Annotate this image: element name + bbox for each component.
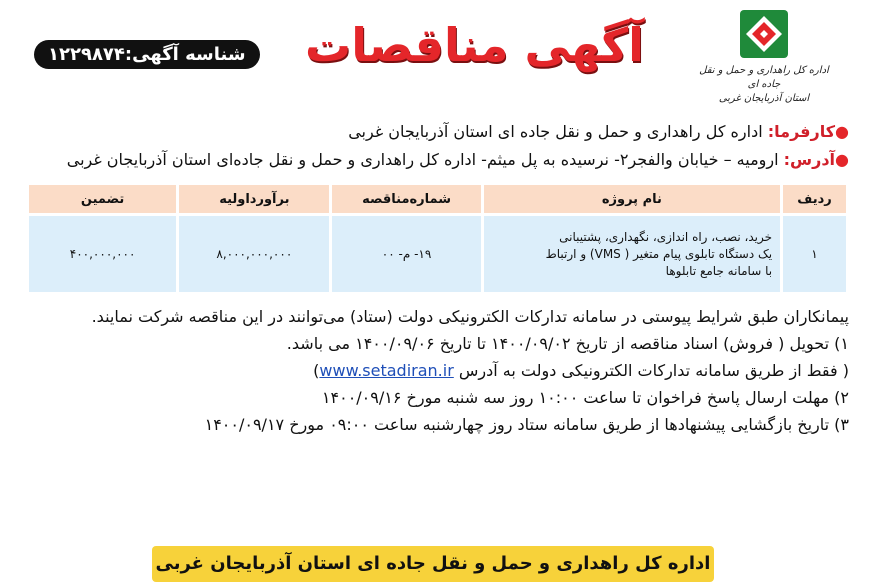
item-3: ۳) تاریخ بازگشایی پیشنهادها از طریق سامانه ستاد روز چهارشنبه ساعت ۰۹:۰۰ مورخ ۱۴۰۰/۰۹/۱۷ <box>204 415 849 434</box>
project-line2: یک دستگاه تابلوی پیام متغیر ( VMS) و ارتباط <box>545 246 773 261</box>
cell-tender-no: ۱۹- م- ۰۰ <box>332 216 480 292</box>
tender-table <box>26 182 849 295</box>
ad-id-badge <box>34 40 260 69</box>
col-header-guarantee: تضمین <box>29 185 176 213</box>
header <box>20 0 849 118</box>
ad-id-label: شناسه آگهی: <box>124 44 246 65</box>
table-header-row <box>29 185 846 213</box>
bullet-icon: ● <box>835 150 849 169</box>
employer-line <box>20 118 849 146</box>
setadiran-link[interactable]: www.setadiran.ir <box>319 361 454 380</box>
logo-text-line1: اداره کل راهداری و حمل و نقل جاده ای <box>699 65 829 90</box>
address-label: آدرس: <box>783 150 836 169</box>
project-line3: با سامانه جامع تابلوها <box>665 263 773 278</box>
page-title: آگهی مناقصات <box>305 18 644 72</box>
item-1-note-close: ) <box>313 361 320 380</box>
logo-text-line2: استان آذربایجان غربی <box>718 93 810 104</box>
col-header-tender-no: شماره‌مناقصه <box>332 185 480 213</box>
logo-block <box>689 8 839 106</box>
col-header-estimate: برآورداولیه <box>179 185 329 213</box>
cell-project <box>484 216 780 292</box>
item-1-note-text: ( فقط از طریق سامانه تدارکات الکترونیکی دولت به آدرس <box>458 361 849 380</box>
address-line <box>20 146 849 174</box>
footer-bar: اداره کل راهداری و حمل و نقل جاده ای استان آذربایجان غربی <box>152 546 714 582</box>
intro-paragraph: پیمانکاران طبق شرایط پیوستی در سامانه تدارکات الکترونیکی دولت (ستاد) می‌توانند در این مناقصه شرکت نمایند. <box>91 307 849 326</box>
col-header-project: نام پروژه <box>484 185 780 213</box>
bullet-icon: ● <box>835 122 849 141</box>
ad-id-value: ۱۲۲۹۸۷۴ <box>48 44 125 65</box>
project-line1: خرید، نصب، راه اندازی، نگهداری، پشتیبانی <box>559 229 773 244</box>
item-1: ۱) تحویل ( فروش) اسناد مناقصه از تاریخ ۱۴۰۰/۰۹/۰۲ تا تاریخ ۱۴۰۰/۰۹/۰۶ می باشد. <box>286 334 849 353</box>
employer-value: اداره کل راهداری و حمل و نقل جاده ای استان آذربایجان غربی <box>348 122 763 141</box>
cell-guarantee: ۴۰۰,۰۰۰,۰۰۰ <box>29 216 176 292</box>
employer-label: کارفرما: <box>767 122 836 141</box>
address-value: ارومیه – خیابان والفجر۲- نرسیده به پل میثم- اداره کل راهداری و حمل و نقل جاده‌ای استان آذربایجان غربی <box>66 150 779 169</box>
col-header-row-no: ردیف <box>783 185 846 213</box>
cell-row-no: ۱ <box>783 216 846 292</box>
cell-estimate: ۸,۰۰۰,۰۰۰,۰۰۰ <box>179 216 329 292</box>
road-authority-logo-icon <box>738 8 790 60</box>
table-row <box>29 216 846 292</box>
item-2: ۲) مهلت ارسال پاسخ فراخوان تا ساعت ۱۰:۰۰ روز سه شنبه مورخ ۱۴۰۰/۰۹/۱۶ <box>321 388 849 407</box>
item-1-note <box>20 357 849 384</box>
